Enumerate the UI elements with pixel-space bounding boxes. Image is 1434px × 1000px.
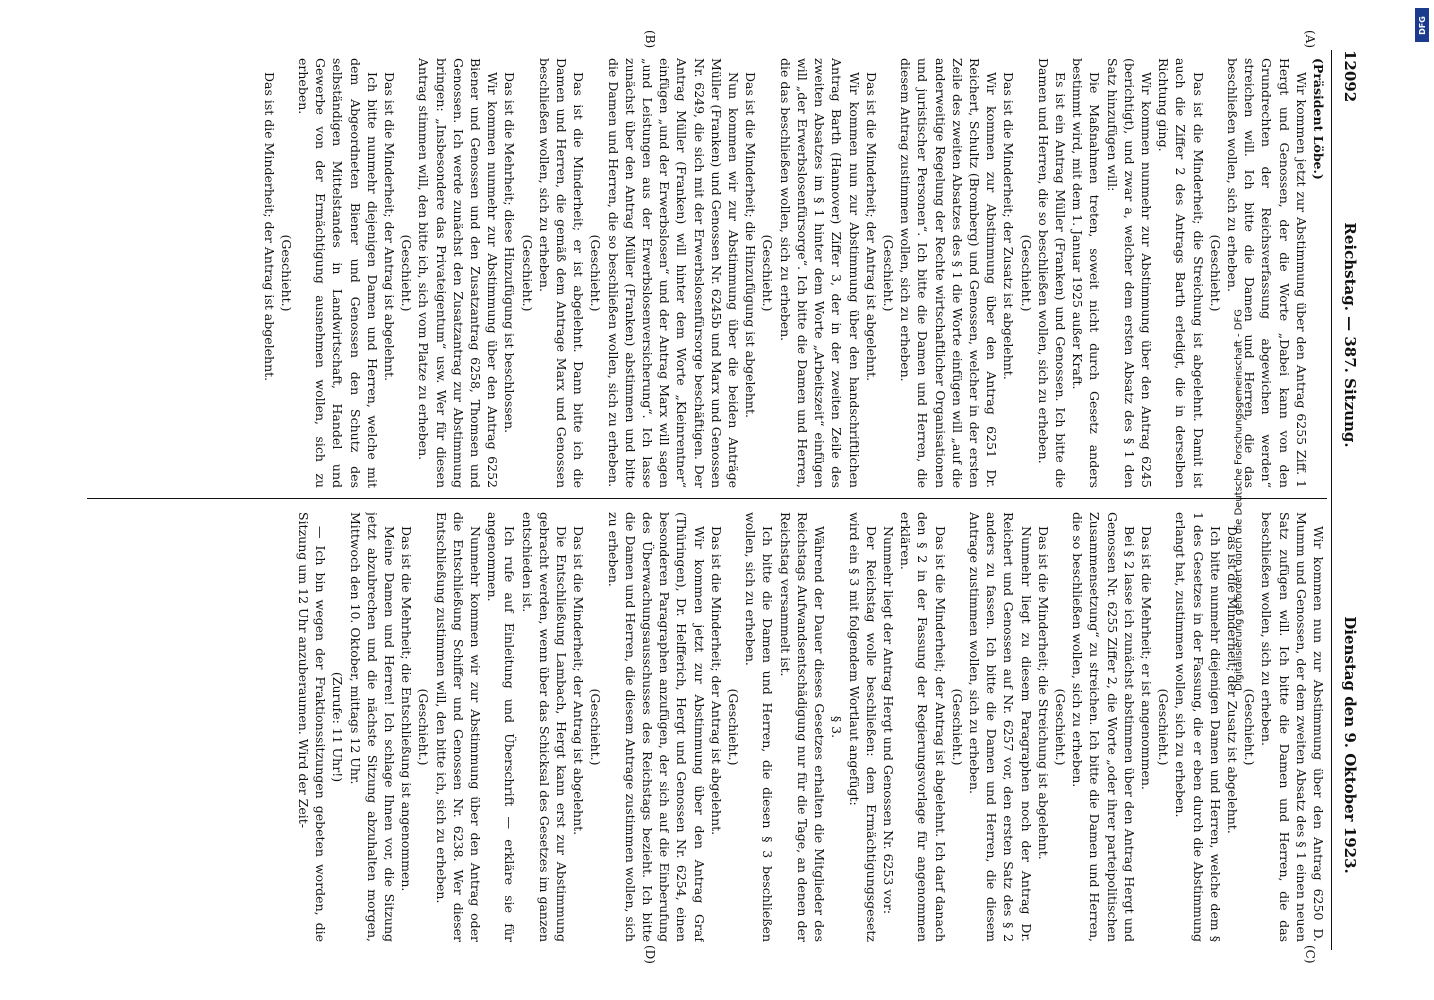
rotated-page	[37, 20, 1397, 980]
stage-direction: (Geschieht.)	[1207, 234, 1223, 312]
paragraph: Nunmehr liegt der Antrag Hergt und Genossen Nr. 6253 vor:	[880, 526, 896, 915]
paragraph: Das ist die Mehrheit; diese Hinzufügung ist beschlossen.	[502, 72, 518, 434]
paragraph: Wir kommen jetzt zur Abstimmung über den Antrag 6255 Ziff. 1 Hergt und Genossen, der die Worte „Dabei kann von den Grundrechten der Reichsverfassung abgewichen werden“ streichen will. Ich bitte die Damen und Herren, die das beschließen wollen, sich zu erheben.	[1224, 58, 1309, 488]
paragraph: Nun kommen wir zur Abstimmung über die beiden Anträge Müller (Franken) und Genossen Nr. 6245b und Marx und Genossen Nr. 6249, die sich mit der Erwerbslosenfürsorge beschäftigen. Der Antrag Müller (Franken) will hinter dem Worte „Kleinrentner“ einfügen „und der Erwerbslosen“ und der Antrag Marx will sagen „und Leistungen aus der Erwerbslosenversicherung“. Ich lasse zunächst über den Antrag Müller (Franken) abstimmen und bitte die Damen und Herren, die so beschließen wollen, sich zu erheben.	[605, 58, 742, 488]
page-header	[1335, 50, 1359, 950]
paragraph: Bei § 2 lasse ich zunächst abstimmen über den Antrag Hergt und Genossen Nr. 6255 Ziffer 2, die Worte „oder ihrer parteipolitischen Zusammensetzung“ zu streichen. Ich bitte die Damen und Herren, die so beschließen wollen, sich zu erheben.	[1070, 512, 1137, 942]
dfg-logo: DFG	[1415, 8, 1429, 42]
paragraph: Das ist die Mehrheit; er ist angenommen.	[1138, 526, 1154, 790]
paragraph: Das ist die Minderheit; die Streichung ist abgelehnt.	[1035, 526, 1051, 860]
margin-mark-d: (D)	[643, 945, 657, 964]
stage-direction: (Geschieht.)	[760, 234, 776, 312]
paragraph: Ich rufe auf Einleitung und Überschrift — erkläre sie für angenommen.	[485, 512, 518, 942]
paragraph: Ich bitte nunmehr diejenigen Damen und Herren, welche mit dem Abgeordneten Biener und Genossen den Schutz des selbständigen Mittelstandes in Landwirtschaft, Handel und Gewerbe von der Ermächtigung ausnehmen wollen, sich zu erheben.	[296, 58, 380, 488]
paragraph: Die Maßnahmen treten, soweit nicht durch Gesetz anders bestimmt wird, mit dem 1. Januar 1925 außer Kraft.	[1070, 58, 1103, 488]
paragraph: Das ist die Minderheit; der Antrag ist abgelehnt.	[382, 72, 398, 382]
right-text-column	[67, 512, 1327, 942]
paragraph: Wir kommen nun zur Abstimmung über den handschriftlichen Antrag Barth (Hannover) Ziffer 3, der in der zweiten Zeile des zweiten Absatzes im § 1 hinter dem Worte „Arbeitszeit“ einfügen will „der Erwerbslosenfürsorge“. Ich bitte die Damen und Herren, die das beschließen wollen, sich zu erheben.	[777, 58, 862, 488]
paragraph: Wir kommen zur Abstimmung über den Antrag 6251 Dr. Reichert, Schultz (Bromberg) und Genossen, welcher in der ersten Zeile des zweiten Absatzes des § 1 die Worte einfügen will „auf die anderweitige Regelung der Rechte wirtschaftlicher Organisationen und juristischer Personen“. Ich bitte die Damen und Herren, die diesem Antrag zustimmen wollen, sich zu erheben.	[898, 58, 1000, 488]
paragraph: Wir kommen nunmehr zur Abstimmung über den Antrag 6245 (berichtigt), und zwar a, welcher dem ersten Absatz des § 1 den Satz hinzufügen will:	[1104, 58, 1154, 488]
paragraph: Das ist die Mehrheit; die Entschließung ist angenommen.	[399, 526, 415, 892]
paragraph: Das ist die Minderheit; der Antrag ist abgelehnt. Ich darf danach den § 2 in der Fassung der Regierungsvorlage für angenommen erklären.	[898, 512, 948, 942]
column-divider	[87, 498, 1327, 499]
paragraph: Das ist die Minderheit; der Antrag ist abgelehnt.	[708, 526, 724, 836]
paragraph: Das ist die Minderheit; der Antrag ist abgelehnt.	[863, 72, 879, 382]
paragraph: Das ist die Minderheit; der Zusatz ist abgelehnt.	[1001, 72, 1017, 380]
stage-direction: (Geschieht.)	[1052, 688, 1068, 766]
paragraph: Das ist die Minderheit; die Hinzufügung ist abgelehnt.	[743, 72, 759, 418]
paragraph: Wir kommen nun zur Abstimmung über den Antrag 6250 D. Mumm und Genossen, der dem zweiten Absatz des § 1 einen neuen Satz zufügen will. Ich bitte die Damen und Herren, die das beschließen wollen, sich zu erheben.	[1259, 512, 1326, 942]
digitization-credit: Digitalisierung gefördert durch die Deutsche Forschungsgemeinschaft - DFG	[1233, 308, 1245, 692]
stage-direction: (Geschieht.)	[416, 688, 432, 766]
stage-direction: § 3.	[829, 715, 845, 739]
margin-mark-a: (A)	[1303, 30, 1317, 49]
paragraph: (Präsident Löbe.)	[1311, 58, 1326, 180]
header-left-title: Reichstag. — 387. Sitzung.	[1341, 222, 1359, 448]
paragraph: Der Reichstag wolle beschließen: dem Ermächtigungsgesetz wird ein § 3 mit folgendem Wortlaut angefügt:	[846, 512, 879, 942]
paragraph: Meine Damen und Herren! Ich schlage Ihnen vor, die Sitzung jetzt abzubrechen und die nächste Sitzung abzuhalten morgen, Mittwoch den 10. Oktober, mittags 12 Uhr.	[347, 512, 398, 942]
left-text-column	[67, 58, 1327, 488]
paragraph: Das ist die Minderheit; er ist abgelehnt. Dann bitte ich die Damen und Herren, die gemäß dem Antrage Marx und Genossen beschließen wollen, sich zu erheben.	[536, 58, 587, 488]
stage-direction: (Geschieht.)	[1156, 688, 1172, 766]
paragraph: — Ich bin wegen der Fraktionssitzungen gebeten worden, die Sitzung um 12 Uhr anzuberaumen. Wird der Zeit-	[296, 512, 329, 942]
stage-direction: (Geschieht.)	[726, 688, 742, 766]
stage-direction: (Zurufe: 11 Uhr!)	[330, 671, 346, 783]
margin-mark-b: (B)	[643, 30, 657, 49]
paragraph: Wir kommen nunmehr zur Abstimmung über den Antrag 6252 Biener und Genossen und den Zusatzantrag 6258, Thomsen und Genossen. Ich werde zunächst den Zusatzantrag zur Abstimmung bringen: „Insbesondere das Privateigentum“ usw. Wer für diesen Antrag stimmen will, den bitte ich, sich vom Platze zu erheben.	[416, 58, 501, 488]
paragraph: Das ist die Minderheit; der Antrag ist abgelehnt.	[571, 526, 587, 836]
paragraph: Die Entschließung Lambach, Hergt kann erst zur Abstimmung gebracht werden, wenn über das Schicksal des Gesetzes im ganzen entschieden ist.	[519, 512, 570, 942]
paragraph: Ich bitte die Damen und Herren, die diesen § 3 beschließen wollen, sich zu erheben.	[743, 512, 776, 942]
paragraph: Es ist ein Antrag Müller (Franken) und Genossen. Ich bitte die Damen und Herren, die so beschließen wollen, sich zu erheben.	[1035, 58, 1068, 488]
stage-direction: (Geschieht.)	[519, 234, 535, 312]
stage-direction: (Geschieht.)	[588, 688, 604, 766]
paragraph: Während der Dauer dieses Gesetzes erhalten die Mitglieder des Reichstags Aufwandsentschädigung nur für die Tage, an denen der Reichstag versammelt ist.	[777, 512, 828, 942]
header-rule	[1331, 50, 1332, 950]
paragraph: Wir kommen jetzt zur Abstimmung über den Antrag Graf (Thüringen), Dr. Helfferich, Hergt und Genossen Nr. 6254, einen besonderen Paragraphen anzufügen, der sich auf die Einberufung des Überwachungsausschusses des Reichstags bezieht. Ich bitte die Damen und Herren, die diesem Antrage zustimmen wollen, sich zu erheben.	[605, 512, 707, 942]
margin-mark-c: (C)	[1303, 945, 1317, 964]
stage-direction: (Geschieht.)	[588, 234, 604, 312]
page-content	[37, 20, 1397, 980]
paragraph: Das ist die Minderheit; der Antrag ist abgelehnt.	[261, 72, 277, 382]
stage-direction: (Geschieht.)	[399, 234, 415, 312]
stage-direction: (Geschieht.)	[1242, 688, 1258, 766]
stage-direction: (Geschieht.)	[1018, 234, 1034, 312]
paragraph: Nunmehr liegt zu diesem Paragraphen noch der Antrag Dr. Reichert und Genossen auf Nr. 6257 vor, den ersten Satz des § 2 anders zu fassen. Ich bitte die Damen und Herren, die diesem Antrage zustimmen wollen, sich zu erheben.	[966, 512, 1034, 942]
header-right-title: Dienstag den 9. Oktober 1923.	[1341, 616, 1359, 874]
page-number: 12092	[1341, 50, 1359, 103]
paragraph: Das ist die Minderheit; die Streichung ist abgelehnt. Damit ist auch die Ziffer 2 des Antrags Barth erledigt, die in derselben Richtung ging.	[1156, 58, 1206, 488]
stage-direction: (Geschieht.)	[880, 234, 896, 312]
paragraph: Nunmehr kommen wir zur Abstimmung über den Antrag oder die Entschließung Schiffer und Genossen Nr. 6238. Wer dieser Entschließung zustimmen will, den bitte ich, sich zu erheben.	[433, 512, 484, 942]
paragraph: Das ist die Minderheit; der Zusatz ist abgelehnt.	[1224, 526, 1240, 834]
paragraph: Ich bitte nunmehr diejenigen Damen und Herren, welche dem § 1 des Gesetzes in der Fassung, die er eben durch die Abstimmung erlangt hat, zustimmen wollen, sich zu erheben.	[1173, 512, 1223, 942]
stage-direction: (Geschieht.)	[949, 688, 965, 766]
stage-direction: (Geschieht.)	[278, 234, 294, 312]
